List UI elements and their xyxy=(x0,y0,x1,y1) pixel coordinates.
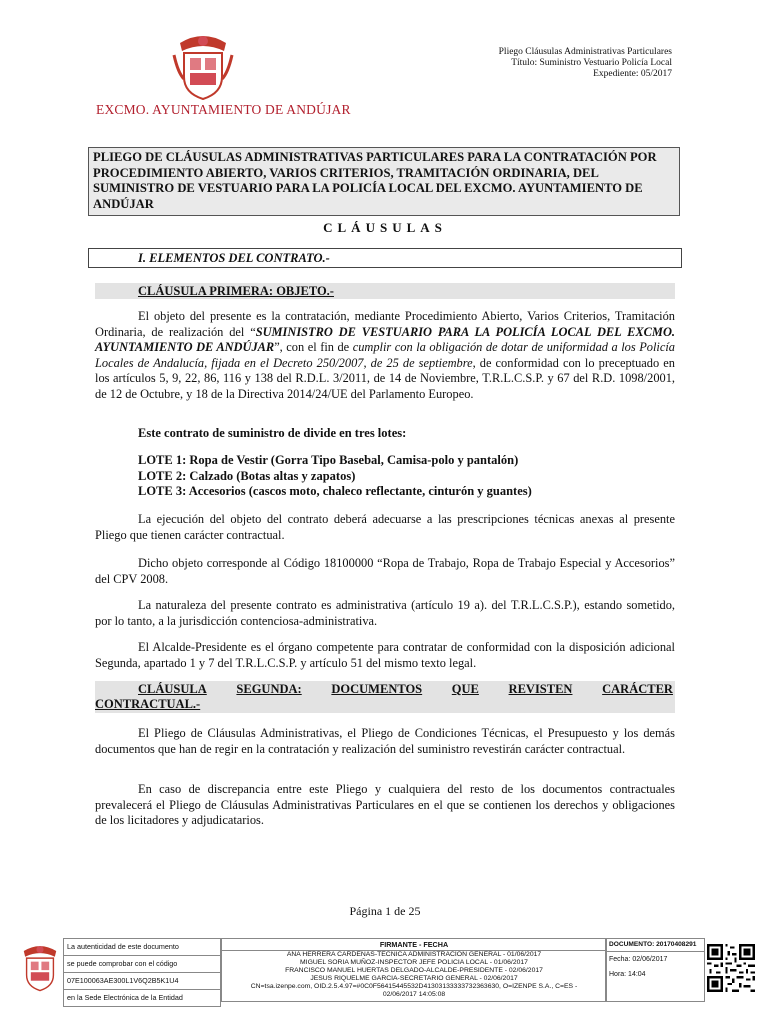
paragraph: En caso de discrepancia entre este Pliego y cualquiera del resto de los documentos contractuales prevalecerá el Pliego de Cláusulas Administrativas Particulares en el que se contienen los derechos y obligaciones de los licitadores y adjudicatarios. xyxy=(95,782,675,827)
clausulas-heading: CLÁUSULAS xyxy=(323,220,447,235)
signatory: MIGUEL SORIA MUÑOZ-INSPECTOR JEFE POLICIA LOCAL - 01/06/2017 xyxy=(300,959,528,967)
signatory: FRANCISCO MANUEL HUERTAS DELGADO-ALCALDE-PRESIDENTE - 02/06/2017 xyxy=(285,967,543,975)
lote-item: LOTE 3: Accesorios (cascos moto, chaleco reflectante, cinturón y guantes) xyxy=(138,484,532,498)
authenticity-line: en la Sede Electrónica de la Entidad xyxy=(63,989,221,1007)
section-title: I. ELEMENTOS DEL CONTRATO.- xyxy=(138,251,330,265)
paragraph: La ejecución del objeto del contrato deberá adecuarse a las prescripciones técnicas anexas al presente Pliego que tienen carácter contractual. xyxy=(95,512,675,542)
purpose: cumplir con la obligación de dotar de uniformidad a los Policía Locales de Andalucía, fijada en el Decreto 250/2007, de 25 de septiembre xyxy=(95,340,675,370)
clause-1-title: CLÁUSULA PRIMERA: OBJETO.- xyxy=(138,284,334,298)
document-number: DOCUMENTO: 20170408291 xyxy=(606,939,704,952)
authenticity-note xyxy=(63,938,221,1002)
text-run: El objeto del presente es la contratación, mediante Procedimiento Abierto, Varios Criterios, Tramitación Ordinaria, de realización del “ xyxy=(95,309,675,339)
reference-line: Expediente: 05/2017 xyxy=(593,69,672,79)
signatories-header: FIRMANTE - FECHA xyxy=(222,939,606,951)
document-reference xyxy=(499,47,672,80)
authenticity-line: se puede comprobar con el código xyxy=(63,955,221,972)
qr-code-icon xyxy=(707,944,755,992)
lotes-intro: Este contrato de suministro de divide en tres lotes: xyxy=(138,426,407,440)
lote-item: LOTE 1: Ropa de Vestir (Gorra Tipo Basebal, Camisa-polo y pantalón) xyxy=(138,453,519,467)
title-word: DOCUMENTOS xyxy=(331,682,423,696)
paragraph: Dicho objeto corresponde al Código 18100000 “Ropa de Trabajo, Ropa de Trabajo Especial y Accesorios” del CPV 2008. xyxy=(95,556,675,586)
signatory: CN=tsa.izenpe.com, OID.2.5.4.97=#0C0F56415445532D41303133333732363630, O=IZENPE S.A., C=ES - xyxy=(250,983,578,991)
contract-object: SUMINISTRO DE VESTUARIO PARA LA POLICÍA LOCAL DEL EXCMO. AYUNTAMIENTO DE ANDÚJAR xyxy=(95,324,675,354)
org-name: EXCMO. AYUNTAMIENTO DE ANDÚJAR xyxy=(96,102,351,117)
clause-2-title xyxy=(138,682,673,697)
paragraph: El Alcalde-Presidente es el órgano competente para contratar de conformidad con la disposición adicional Segunda, apartado 1 y 7 del T.R.L.C.S.P. y artículo 51 del mismo texto legal. xyxy=(95,640,675,670)
page-number: Página 1 de 25 xyxy=(349,904,421,918)
text-run: , de conformidad con lo preceptuado en los artículos 5, 9, 22, 86, 116 y 138 del R.D.L. 3/2011, de 14 de Noviembre, T.R.L.C.S.P. y 67 del R.D. 1098/2001, de 12 de Octubre, y 18 de la Directiva 2014/24/UE del Parlamento Europeo. xyxy=(95,355,675,401)
signatory: ANA HERRERA CARDENAS-TECNICA ADMINISTRACION GENERAL - 01/06/2017 xyxy=(286,951,542,958)
title-word: SEGUNDA: xyxy=(236,682,302,696)
signatory: 02/06/2017 14:05:08 xyxy=(382,991,446,999)
document-info xyxy=(605,938,705,1002)
clause-2-title-cont: CONTRACTUAL.- xyxy=(95,697,201,711)
paragraph: El Pliego de Cláusulas Administrativas, el Pliego de Condiciones Técnicas, el Presupuesto y los demás documentos que han de regir en la contratación y realización del suministro revestirán carácter contractual. xyxy=(95,726,675,756)
text-run: ”, con el fin de xyxy=(274,340,353,354)
document-time: Hora: 14:04 xyxy=(609,971,646,978)
coat-of-arms-icon xyxy=(17,944,63,992)
verification-code: 07E100063AE300L1V6Q2B5K1U4 xyxy=(63,972,221,989)
coat-of-arms-icon xyxy=(172,33,234,101)
document-title: PLIEGO DE CLÁUSULAS ADMINISTRATIVAS PARTICULARES PARA LA CONTRATACIÓN POR PROCEDIMIENTO ABIERTO, VARIOS CRITERIOS, TRAMITACIÓN ORDINARIA, DEL SUMINISTRO DE VESTUARIO PARA LA POLICÍA LOCAL DEL EXCMO. AYUNTAMIENTO DE ANDÚJAR xyxy=(88,147,680,216)
reference-line: Pliego Cláusulas Administrativas Particulares xyxy=(498,47,672,57)
signatories-box xyxy=(221,938,607,1002)
lotes-list xyxy=(138,453,532,500)
title-word: QUE xyxy=(451,682,479,696)
authenticity-line: La autenticidad de este documento xyxy=(63,938,221,955)
title-word: REVISTEN xyxy=(508,682,573,696)
title-word: CLÁUSULA xyxy=(138,682,207,696)
paragraph: La naturaleza del presente contrato es administrativa (artículo 19 a). del T.R.L.C.S.P.), estando sometido, por lo tanto, a la jurisdicción contenciosa-administrativa. xyxy=(95,598,675,628)
lote-item: LOTE 2: Calzado (Botas altas y zapatos) xyxy=(138,468,356,483)
clause-1-paragraph xyxy=(95,309,675,402)
title-word: CARÁCTER xyxy=(602,682,673,696)
signatory: JESUS RIQUELME GARCIA-SECRETARIO GENERAL - 02/06/2017 xyxy=(310,975,518,983)
reference-line: Título: Suministro Vestuario Policía Local xyxy=(511,58,672,68)
document-date: Fecha: 02/06/2017 xyxy=(609,956,668,963)
